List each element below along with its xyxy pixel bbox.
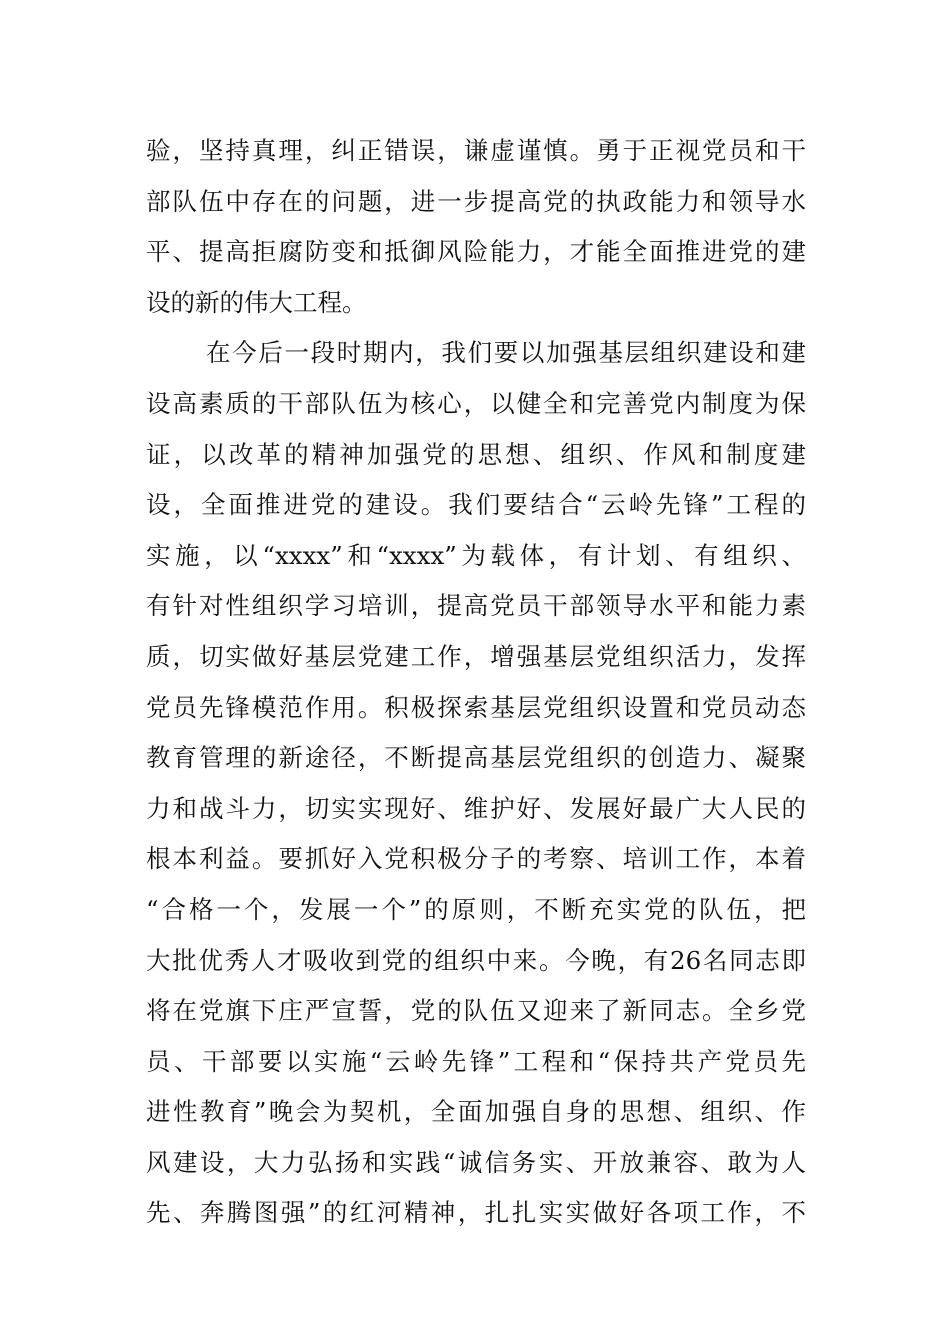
text-line: 平、提高拒腐防变和抵御风险能力，才能全面推进党的建 bbox=[146, 237, 806, 267]
text-line: 力和战斗力，切实实现好、维护好、发展好最广大人民的 bbox=[146, 793, 806, 823]
text-line: 设高素质的干部队伍为核心，以健全和完善党内制度为保 bbox=[146, 388, 806, 418]
text-line: 进性教育”晚会为契机，全面加强自身的思想、组织、作 bbox=[146, 1097, 806, 1127]
text-line: 证，以改革的精神加强党的思想、组织、作风和制度建 bbox=[146, 439, 806, 469]
text-line: 员、干部要以实施“云岭先锋”工程和“保持共产党员先 bbox=[146, 1046, 806, 1076]
text-line: “合格一个，发展一个”的原则，不断充实党的队伍，把 bbox=[146, 894, 806, 924]
text-line: 验，坚持真理，纠正错误，谦虚谨慎。勇于正视党员和干 bbox=[146, 136, 806, 165]
text-line: 质，切实做好基层党建工作，增强基层党组织活力，发挥 bbox=[146, 641, 806, 671]
text-line: 设，全面推进党的建设。我们要结合“云岭先锋”工程的 bbox=[146, 490, 806, 520]
text-line: 教育管理的新途径，不断提高基层党组织的创造力、凝聚 bbox=[146, 743, 806, 773]
text-line: 设的新的伟大工程。 bbox=[146, 287, 367, 317]
text-line: 先、奔腾图强”的红河精神，扎扎实实做好各项工作，不 bbox=[146, 1198, 806, 1228]
text-line: 实施，以“xxxx”和“xxxx”为载体，有计划、有组织、 bbox=[146, 540, 806, 570]
text-line: 风建设，大力弘扬和实践“诚信务实、开放兼容、敢为人 bbox=[146, 1147, 806, 1177]
paragraph-1 bbox=[146, 126, 806, 328]
text-line: 党员先锋模范作用。积极探索基层党组织设置和党员动态 bbox=[146, 692, 806, 722]
document-body bbox=[146, 126, 806, 1239]
text-line: 在今后一段时期内，我们要以加强基层组织建设和建 bbox=[206, 338, 806, 368]
text-line: 大批优秀人才吸收到党的组织中来。今晚，有26名同志即 bbox=[146, 945, 806, 975]
text-line: 有针对性组织学习培训，提高党员干部领导水平和能力素 bbox=[146, 591, 806, 621]
text-line: 将在党旗下庄严宣誓，党的队伍又迎来了新同志。全乡党 bbox=[146, 996, 806, 1026]
text-line: 根本利益。要抓好入党积极分子的考察、培训工作，本着 bbox=[146, 844, 806, 874]
text-line: 部队伍中存在的问题，进一步提高党的执政能力和领导水 bbox=[146, 186, 806, 216]
paragraph-2 bbox=[146, 328, 806, 1239]
